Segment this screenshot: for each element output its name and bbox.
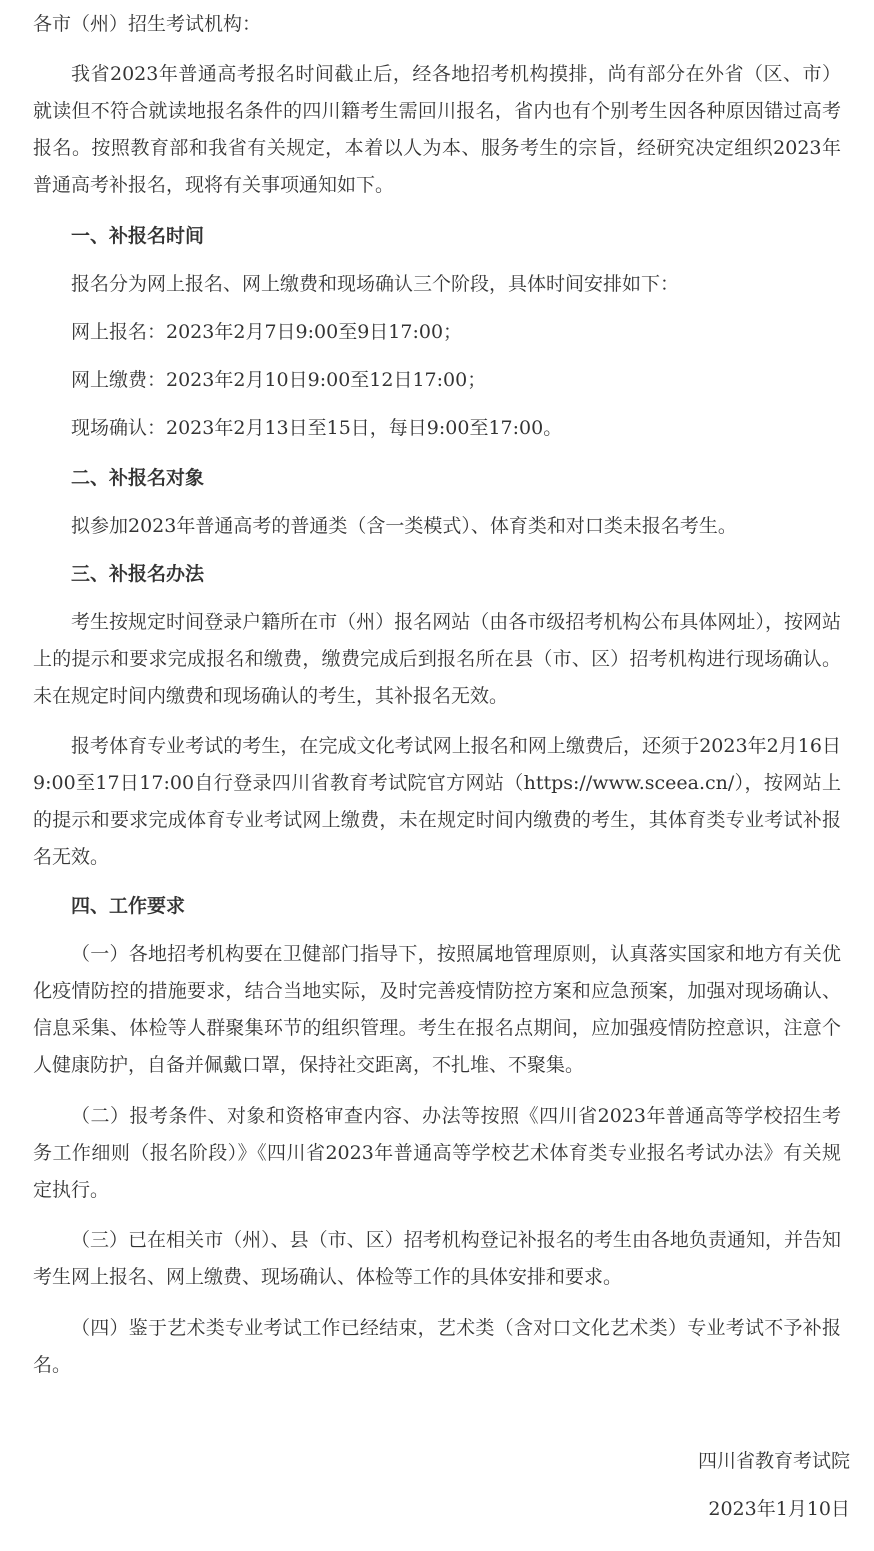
requirement-item-4: （四）鉴于艺术类专业考试工作已经结束，艺术类（含对口文化艺术类）专业考试不予补报名。 — [33, 1317, 841, 1376]
issue-date: 2023年1月10日 — [708, 1498, 850, 1520]
requirement-item-2: （二）报考条件、对象和资格审查内容、办法等按照《四川省2023年普通高等学校招生考务工作细则（报名阶段）》《四川省2023年普通高等学校艺术体育类专业报名考试办法》有关规定执行。 — [33, 1105, 841, 1201]
requirement-item-1: （一）各地招考机构要在卫健部门指导下，按照属地管理原则，认真落实国家和地方有关优化疫情防控的措施要求，结合当地实际，及时完善疫情防控方案和应急预案，加强对现场确认、信息采集、体检等人群聚集环节的组织管理。考生在报名点期间，应加强疫情防控意识，注意个人健康防护，自备并佩戴口罩，保持社交距离，不扎堆、不聚集。 — [33, 943, 841, 1076]
salutation: 各市（州）招生考试机构： — [33, 13, 262, 35]
method-paragraph-2: 报考体育专业考试的考生，在完成文化考试网上报名和网上缴费后，还须于2023年2月16日9:00至17日17:00自行登录四川省教育考试院官方网站（https://www.sceea.cn/），按网站上的提示和要求完成体育专业考试网上缴费，未在规定时间内缴费的考生，其体育类专业考试补报名无效。 — [33, 735, 841, 868]
section-heading-requirements: 四、工作要求 — [71, 895, 186, 917]
online-registration-time: 网上报名：2023年2月7日9:00至9日17:00； — [71, 321, 463, 343]
onsite-confirmation-time: 现场确认：2023年2月13日至15日，每日9:00至17:00。 — [71, 417, 563, 439]
intro-paragraph: 我省2023年普通高考报名时间截止后，经各地招考机构摸排，尚有部分在外省（区、市）就读但不符合就读地报名条件的四川籍考生需回川报名，省内也有个别考生因各种原因错过高考报名。按照教育部和我省有关规定，本着以人为本、服务考生的宗旨，经研究决定组织2023年普通高考补报名，现将有关事项通知如下。 — [33, 63, 841, 196]
requirement-item-3: （三）已在相关市（州）、县（市、区）招考机构登记补报名的考生由各地负责通知，并告知考生网上报名、网上缴费、现场确认、体检等工作的具体安排和要求。 — [33, 1229, 841, 1288]
method-paragraph-1: 考生按规定时间登录户籍所在市（州）报名网站（由各市级招考机构公布具体网址），按网站上的提示和要求完成报名和缴费，缴费完成后到报名所在县（市、区）招考机构进行现场确认。未在规定时间内缴费和现场确认的考生，其补报名无效。 — [33, 611, 841, 707]
section-heading-target: 二、补报名对象 — [71, 467, 205, 489]
issuer-name: 四川省教育考试院 — [697, 1450, 850, 1472]
section-heading-method: 三、补报名办法 — [71, 563, 205, 585]
target-paragraph: 拟参加2023年普通高考的普通类（含一类模式）、体育类和对口类未报名考生。 — [71, 515, 737, 537]
section-heading-time: 一、补报名时间 — [71, 225, 205, 247]
schedule-lead: 报名分为网上报名、网上缴费和现场确认三个阶段，具体时间安排如下： — [71, 273, 680, 295]
online-payment-time: 网上缴费：2023年2月10日9:00至12日17:00； — [71, 369, 487, 391]
